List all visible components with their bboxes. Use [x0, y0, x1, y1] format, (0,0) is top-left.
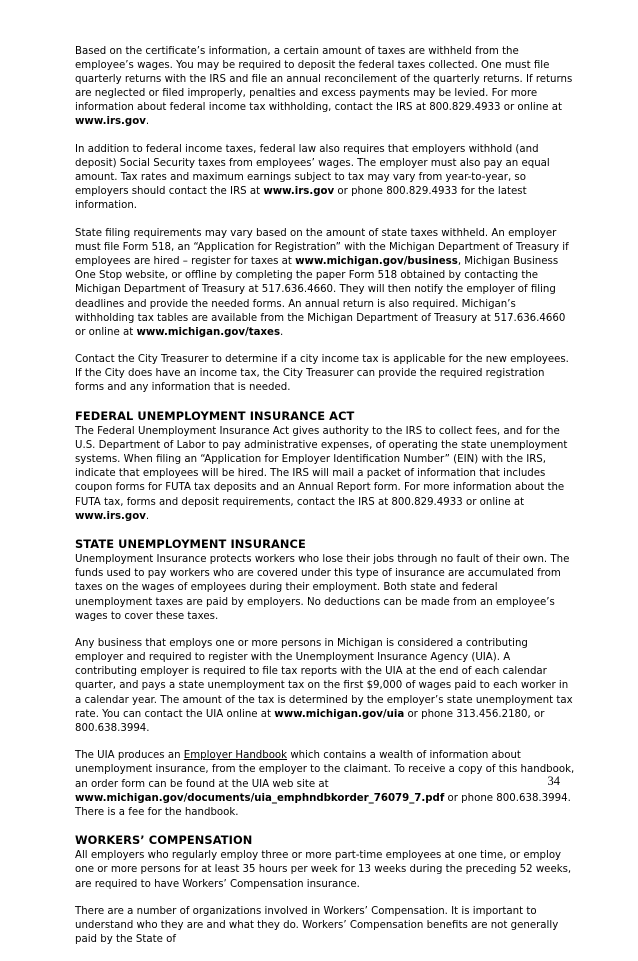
heading-workers-compensation: WORKERS’ COMPENSATION [75, 833, 253, 848]
uia-link[interactable]: www.michigan.gov/uia [274, 708, 405, 720]
irs-link[interactable]: www.irs.gov [75, 510, 146, 522]
paragraph-social-security: In addition to federal income taxes, federal law also requires that employers withhold (and deposit) Social Security taxes from employees’ wages. The employer must also pay an equal amount. Tax rates and maximum earnings subject to tax may vary from year-to-year, so employers should contact the IRS at www.irs.gov or phone 800.829.4933 for the latest information. [75, 144, 550, 212]
irs-link[interactable]: www.irs.gov [75, 116, 146, 128]
paragraph-unemployment-insurance: Unemployment Insurance protects workers who lose their jobs through no fault of their own. The funds used to pay workers who are covered under this type of insurance are accumulated from taxes on the wages of employees during their employment. Both state and federal unemployment taxes are paid by employers. No deductions can be made from an employee’s wages to cover these taxes. [75, 554, 570, 622]
irs-link[interactable]: www.irs.gov [263, 186, 335, 198]
paragraph-city-tax: Contact the City Treasurer to determine if a city income tax is applicable for the new employees. If the City does have an income tax, the City Treasurer can provide the required registration forms and any information that is needed. [75, 354, 569, 394]
paragraph-employer-handbook: The UIA produces an Employer Handbook which contains a wealth of information about unemployment insurance, from the employer to the claimant. To receive a copy of this handbook, an order form can be found at the UIA web site at www.michigan.gov/documents/uia_emphndbkorder_76079_7.pdf or phone 800.638.3994. There is a fee for the handbook. [75, 750, 575, 818]
heading-state-unemployment: STATE UNEMPLOYMENT INSURANCE [75, 537, 306, 552]
paragraph-state-filing: State filing requirements may vary based on the amount of state taxes withheld. An employer must file Form 518, an “Application for Registration” with the Michigan Department of Treasury if employees are hired – register for taxes at www.michigan.gov/business, Michigan Business One Stop website, or offline by completing the paper Form 518 obtained by contacting the Michigan Department of Treasury at 517.636.4660. They will then notify the employer of filing deadlines and provide the needed forms. An annual return is also required. Michigan’s withholding tax tables are available from the Michigan Department of Treasury at 517.636.4660 or online at www.michigan.gov/taxes. [75, 228, 569, 338]
paragraph-workers-comp-requirement: All employers who regularly employ three or more part-time employees at one time, or employ one or more persons for at least 35 hours per week for 13 weeks during the preceding 52 weeks, are required to have Workers’ Compensation insurance. [75, 850, 572, 890]
paragraph-workers-comp-organizations: There are a number of organizations involved in Workers’ Compensation. It is important to understand who they are and what they do. Workers’ Compensation benefits are not generally paid by the State of [75, 906, 559, 946]
heading-futa: FEDERAL UNEMPLOYMENT INSURANCE ACT [75, 409, 355, 424]
paragraph-federal-withholding: Based on the certificate’s information, a certain amount of taxes are withheld from the employee’s wages. You may be required to deposit the federal taxes collected. One must file quarterly returns with the IRS and file an annual reconcilement of the quarterly returns. If returns are neglected or filed improperly, penalties and excess payments may be levied. For more information about federal income tax withholding, contact the IRS at 800.829.4933 or online at www.irs.gov. [75, 46, 573, 128]
michigan-taxes-link[interactable]: www.michigan.gov/taxes [136, 326, 281, 338]
handbook-order-link[interactable]: www.michigan.gov/documents/uia_emphndbkorder_76079_7.pdf [75, 792, 445, 804]
employer-handbook-link[interactable]: Employer Handbook [183, 750, 288, 762]
document-page [75, 45, 575, 961]
paragraph-contributing-employer: Any business that employs one or more persons in Michigan is considered a contributing employer and required to register with the Unemployment Insurance Agency (UIA). A contributing employer is required to file tax reports with the UIA at the end of each calendar quarter, and pays a state unemployment tax on the first $9,000 of wages paid to each worker in a calendar year. The amount of the tax is determined by the employer’s state unemployment tax rate. You can contact the UIA online at www.michigan.gov/uia or phone 313.456.2180, or 800.638.3994. [75, 638, 573, 734]
michigan-business-link[interactable]: www.michigan.gov/business [295, 256, 458, 268]
paragraph-futa: The Federal Unemployment Insurance Act gives authority to the IRS to collect fees, and for the U.S. Department of Labor to pay administrative expenses, of operating the state unemployment systems. When filing an “Application for Employer Identification Number” (EIN) with the IRS, indicate that employees will be hired. The IRS will mail a packet of information that includes coupon forms for FUTA tax deposits and an Annual Report form. For more information about the FUTA tax, forms and deposit requirements, contact the IRS at 800.829.4933 or online at www.irs.gov. [75, 426, 568, 522]
page-number: 34 [547, 774, 560, 788]
